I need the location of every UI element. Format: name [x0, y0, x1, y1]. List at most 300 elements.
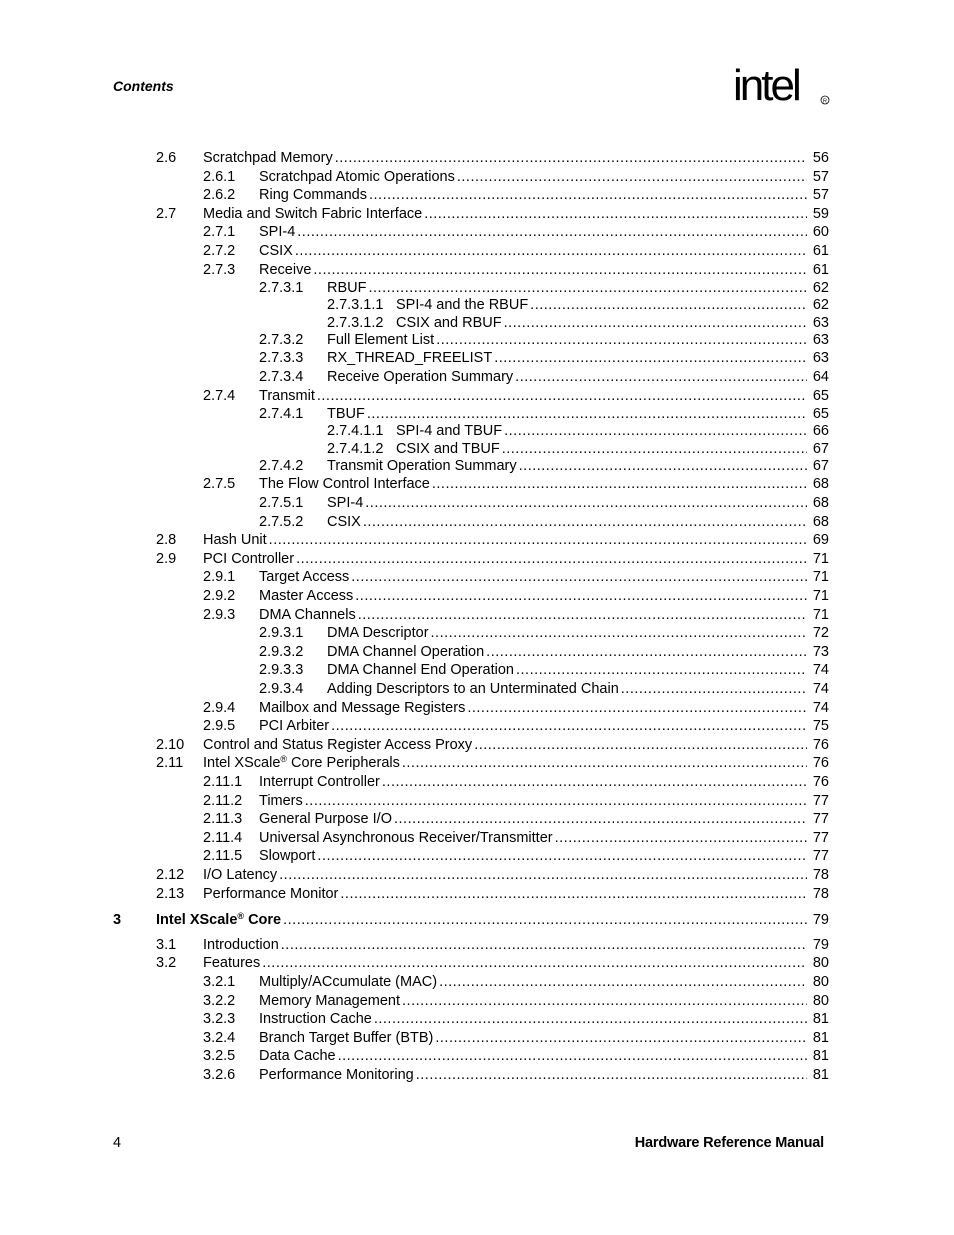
- dot-leader: [402, 754, 807, 773]
- toc-entry-page: 57: [812, 187, 829, 204]
- dot-leader: [368, 279, 807, 298]
- toc-entry-page: 75: [812, 718, 829, 735]
- toc-entry-title-text: Memory Management: [259, 992, 401, 1009]
- toc-entry-number: 2.7.4.2: [259, 457, 304, 474]
- toc-entry-number: 2.7.3.1.1: [327, 297, 384, 314]
- toc-entry-title-text: Introduction: [203, 936, 279, 953]
- toc-entry-page: 68: [812, 495, 829, 511]
- toc-entry-title: [327, 643, 486, 662]
- toc-entry[interactable]: [0, 736, 829, 755]
- toc-entry-title: [259, 568, 351, 587]
- toc-entry-page: 68: [812, 513, 829, 530]
- toc-entry-page: 63: [812, 314, 829, 331]
- toc-entry-title: [203, 149, 335, 168]
- toc-entry-title-text: DMA Channel End Operation: [327, 662, 514, 679]
- registered-trademark-mark: ®: [237, 911, 245, 922]
- toc-entry[interactable]: [0, 331, 829, 350]
- toc-entry-number: 2.7.3.4: [259, 369, 304, 385]
- toc-entry-page: 77: [812, 848, 829, 865]
- toc-entry-page: 80: [812, 974, 829, 990]
- toc-entry-title: [327, 457, 519, 476]
- dot-leader: [621, 680, 807, 699]
- toc-entry-page: 79: [812, 912, 829, 929]
- toc-entry-number: 2.12: [156, 867, 185, 883]
- toc-entry-title-text: Hash Unit: [203, 532, 267, 549]
- dot-leader: [394, 810, 807, 829]
- dot-leader: [530, 296, 807, 315]
- toc-entry-title-text: Receive: [259, 261, 312, 278]
- toc-entry-title-text: Scratchpad Atomic Operations: [259, 168, 455, 185]
- toc-entry-title: [203, 754, 402, 773]
- toc-entry-number: 2.7: [156, 205, 177, 222]
- toc-entry[interactable]: [0, 699, 829, 718]
- toc-entry-page: 80: [812, 992, 829, 1009]
- toc-entry-number: 2.7.1: [203, 224, 236, 241]
- toc-entry-number: 2.7.3.1.2: [327, 314, 384, 331]
- toc-entry-number: 2.7.4: [203, 387, 236, 404]
- registered-mark-letter: R: [823, 98, 827, 105]
- toc-entry-title-text: The Flow Control Interface: [259, 476, 430, 493]
- toc-entry-number: 2.7.5: [203, 476, 236, 493]
- document-title: Hardware Reference Manual: [634, 1135, 824, 1151]
- running-header: Contents: [113, 78, 174, 94]
- toc-entry-page: 69: [812, 532, 829, 549]
- toc-entry-number: 2.11: [156, 755, 184, 772]
- toc-entry-title: [259, 1047, 338, 1066]
- toc-entry-number: 2.6.1: [203, 168, 236, 185]
- toc-entry-title: [203, 736, 474, 755]
- toc-entry-page: 71: [812, 550, 829, 567]
- intel-logo-text: intel: [733, 61, 799, 110]
- toc-entry-page: 71: [812, 606, 829, 623]
- toc-entry[interactable]: [0, 531, 829, 550]
- toc-entry[interactable]: [0, 1066, 829, 1085]
- toc-entry-page: 72: [812, 625, 829, 642]
- toc-entry-page: 71: [812, 569, 829, 586]
- toc-chapter-entry[interactable]: [0, 911, 829, 930]
- toc-entry-title: [396, 440, 502, 459]
- toc-entry[interactable]: [0, 773, 829, 792]
- dot-leader: [474, 736, 807, 755]
- toc-entry-title: [259, 242, 295, 261]
- toc-entry-number: 2.7.5.1: [259, 495, 304, 511]
- toc-entry-page: 76: [812, 736, 829, 753]
- toc-entry-title-text: DMA Descriptor: [327, 625, 429, 642]
- toc-entry-title-text: CSIX: [259, 243, 293, 259]
- toc-entry[interactable]: [0, 205, 829, 224]
- toc-entry[interactable]: [0, 847, 829, 866]
- toc-entry-title-text: Adding Descriptors to an Unterminated Chain: [327, 681, 619, 697]
- dot-leader: [269, 531, 807, 550]
- toc-entry-title-text: Media and Switch Fabric Interface: [203, 205, 423, 222]
- toc-entry-number: 3.2.2: [203, 992, 236, 1009]
- toc-entry-title-text: Performance Monitoring: [259, 1067, 414, 1083]
- dot-leader: [305, 792, 807, 811]
- toc-entry-title: [203, 954, 262, 973]
- toc-entry-title-text: Ring Commands: [259, 187, 367, 204]
- toc-entry-page: 71: [812, 588, 829, 604]
- toc-entry-title: [396, 422, 504, 441]
- dot-leader: [335, 149, 807, 168]
- toc-entry-title-text: CSIX and RBUF: [396, 314, 502, 331]
- toc-entry-number: 2.10: [156, 736, 185, 753]
- toc-entry[interactable]: [0, 513, 829, 532]
- toc-entry[interactable]: [0, 717, 829, 736]
- toc-entry-title-text: Multiply/ACcumulate (MAC): [259, 974, 438, 990]
- toc-entry-page: 62: [812, 297, 829, 314]
- dot-leader: [416, 1066, 807, 1085]
- toc-entry-number: 2.9: [156, 550, 177, 567]
- toc-entry-title-text: CSIX: [327, 513, 361, 530]
- toc-entry[interactable]: [0, 422, 829, 441]
- toc-entry-title: [203, 866, 279, 885]
- toc-entry-title: [259, 186, 369, 205]
- toc-entry-title-suffix: Core: [244, 912, 282, 929]
- registered-trademark-mark: ®: [280, 754, 288, 765]
- toc-entry[interactable]: [0, 242, 829, 261]
- toc-entry-title-text: Branch Target Buffer (BTB): [259, 1029, 434, 1046]
- toc-entry-number: 3.2.3: [203, 1011, 236, 1028]
- toc-entry-page: 60: [812, 224, 829, 241]
- toc-entry-number: 3: [113, 912, 122, 929]
- toc-entry-number: 3.2.4: [203, 1029, 236, 1046]
- toc-entry-title: [327, 405, 367, 424]
- toc-entry-number: 2.7.3.1: [259, 280, 304, 297]
- toc-entry-page: 67: [812, 457, 829, 474]
- toc-entry[interactable]: [0, 661, 829, 680]
- toc-entry-title-text: SPI-4: [327, 495, 364, 511]
- toc-entry-number: 2.6: [156, 150, 177, 166]
- dot-leader: [355, 587, 807, 606]
- toc-entry[interactable]: [0, 954, 829, 973]
- dot-leader: [295, 242, 807, 261]
- dot-leader: [494, 349, 807, 368]
- toc-entry[interactable]: [0, 885, 829, 904]
- toc-entry-page: 65: [812, 406, 829, 423]
- toc-entry-page: 76: [812, 774, 829, 790]
- toc-entry[interactable]: [0, 680, 829, 699]
- toc-entry-title: [203, 885, 340, 904]
- toc-entry-title: [259, 168, 457, 187]
- toc-entry-title: [259, 1029, 435, 1048]
- toc-entry-title: [396, 314, 504, 333]
- toc-entry-title-text: Interrupt Controller: [259, 774, 380, 790]
- toc-entry[interactable]: [0, 1010, 829, 1029]
- toc-entry-title-text: Universal Asynchronous Receiver/Transmitter: [259, 829, 553, 846]
- toc-entry-title: [327, 349, 494, 368]
- toc-entry-title-text: Intel XScale: [156, 912, 238, 929]
- toc-entry[interactable]: [0, 568, 829, 587]
- toc-entry-page: 74: [812, 699, 829, 716]
- dot-leader: [424, 205, 807, 224]
- toc-entry-title: [259, 992, 402, 1011]
- dot-leader: [486, 643, 807, 662]
- dot-leader: [283, 911, 807, 930]
- toc-entry-title: [259, 1066, 416, 1085]
- toc-entry[interactable]: [0, 550, 829, 569]
- toc-entry-number: 2.9.2: [203, 588, 236, 604]
- toc-entry[interactable]: [0, 223, 829, 242]
- toc-entry-number: 2.7.4.1.2: [327, 440, 384, 457]
- toc-entry-page: 63: [812, 350, 829, 367]
- toc-entry-title: [327, 680, 621, 699]
- toc-entry[interactable]: [0, 643, 829, 662]
- toc-entry-title: [259, 223, 297, 242]
- toc-entry[interactable]: [0, 186, 829, 205]
- toc-entry-title: [259, 387, 317, 406]
- toc-entry-title-text: PCI Arbiter: [259, 718, 330, 735]
- toc-entry[interactable]: [0, 624, 829, 643]
- toc-entry[interactable]: [0, 405, 829, 424]
- toc-entry-title-text: Receive Operation Summary: [327, 369, 514, 385]
- dot-leader: [504, 422, 807, 441]
- dot-leader: [431, 624, 807, 643]
- toc-entry-title-text: Full Element List: [327, 331, 435, 348]
- dot-leader: [502, 440, 807, 459]
- dot-leader: [439, 973, 807, 992]
- toc-entry-title-text: Slowport: [259, 848, 316, 865]
- toc-entry-title: [156, 911, 283, 930]
- toc-entry-page: 74: [812, 662, 829, 679]
- dot-leader: [436, 331, 807, 350]
- intel-logo: [733, 58, 833, 118]
- toc-entry-page: 81: [812, 1067, 829, 1083]
- toc-entry-title-text: DMA Channel Operation: [327, 643, 485, 660]
- toc-entry-page: 63: [812, 331, 829, 348]
- toc-entry-page: 79: [812, 936, 829, 953]
- toc-entry-title-text: CSIX and TBUF: [396, 440, 500, 457]
- toc-entry-page: 74: [812, 681, 829, 697]
- dot-leader: [369, 186, 807, 205]
- toc-entry-page: 61: [812, 243, 829, 259]
- toc-entry[interactable]: [0, 606, 829, 625]
- toc-entry-title: [259, 829, 555, 848]
- dot-leader: [457, 168, 807, 187]
- toc-entry-page: 81: [812, 1029, 829, 1046]
- toc-entry-page: 73: [812, 643, 829, 660]
- toc-entry[interactable]: [0, 587, 829, 606]
- toc-entry-page: 77: [812, 792, 829, 809]
- toc-entry-title-text: TBUF: [327, 406, 365, 423]
- toc-entry-title: [203, 550, 296, 569]
- dot-leader: [297, 223, 807, 242]
- toc-entry-title-text: RBUF: [327, 280, 367, 297]
- dot-leader: [358, 606, 807, 625]
- toc-entry-title: [259, 792, 305, 811]
- toc-entry-number: 3.2.1: [203, 974, 236, 990]
- toc-entry-title-text: SPI-4 and TBUF: [396, 423, 503, 440]
- dot-leader: [367, 405, 807, 424]
- toc-entry-title-text: Target Access: [259, 569, 350, 586]
- toc-entry-title: [327, 331, 436, 350]
- toc-entry-title: [259, 847, 317, 866]
- toc-entry-page: 68: [812, 476, 829, 493]
- toc-entry-number: 3.2.5: [203, 1048, 236, 1065]
- toc-entry-number: 2.8: [156, 532, 177, 549]
- dot-leader: [317, 387, 807, 406]
- toc-entry-title: [396, 296, 530, 315]
- toc-entry-title-text: Mailbox and Message Registers: [259, 699, 466, 716]
- toc-entry[interactable]: [0, 440, 829, 459]
- toc-entry-title: [327, 513, 363, 532]
- toc-entry-number: 2.13: [156, 885, 185, 902]
- toc-entry-page: 78: [812, 885, 829, 902]
- toc-entry-title-text: Features: [203, 955, 261, 972]
- dot-leader: [317, 847, 807, 866]
- toc-entry-page: 65: [812, 387, 829, 404]
- dot-leader: [279, 866, 807, 885]
- toc-entry-page: 77: [812, 811, 829, 828]
- toc-entry-number: 2.9.3.2: [259, 643, 304, 660]
- toc-entry-page: 80: [812, 955, 829, 972]
- toc-entry-number: 2.6.2: [203, 187, 236, 204]
- toc-entry-title: [259, 810, 394, 829]
- toc-entry-number: 2.9.5: [203, 718, 236, 735]
- toc-entry[interactable]: [0, 992, 829, 1011]
- dot-leader: [504, 314, 807, 333]
- toc-entry-number: 2.7.4.1.1: [327, 423, 384, 440]
- toc-entry-page: 64: [812, 369, 829, 385]
- toc-entry-page: 76: [812, 755, 829, 772]
- toc-entry-title: [259, 773, 382, 792]
- toc-entry[interactable]: [0, 296, 829, 315]
- dot-leader: [402, 992, 807, 1011]
- toc-entry-title-text: Instruction Cache: [259, 1011, 372, 1028]
- toc-entry[interactable]: [0, 387, 829, 406]
- toc-entry-number: 2.9.3.1: [259, 625, 304, 642]
- toc-entry-number: 3.2.6: [203, 1067, 236, 1083]
- toc-entry-title-text: I/O Latency: [203, 867, 278, 883]
- dot-leader: [338, 1047, 807, 1066]
- toc-entry[interactable]: [0, 1047, 829, 1066]
- toc-entry-page: 81: [812, 1011, 829, 1028]
- toc-entry-title-text: RX_THREAD_FREELIST: [327, 350, 493, 367]
- dot-leader: [382, 773, 807, 792]
- toc-entry-number: 2.7.4.1: [259, 406, 304, 423]
- toc-entry-title-text: Transmit Operation Summary: [327, 457, 517, 474]
- toc-entry-page: 57: [812, 168, 829, 185]
- toc-entry-number: 2.7.3: [203, 261, 236, 278]
- toc-entry[interactable]: [0, 457, 829, 476]
- toc-entry-number: 2.7.3.2: [259, 331, 304, 348]
- dot-leader: [432, 475, 807, 494]
- dot-leader: [435, 1029, 807, 1048]
- toc-entry-number: 2.11.3: [203, 811, 243, 828]
- toc-entry-page: 77: [812, 829, 829, 846]
- toc-entry-title: [259, 606, 358, 625]
- toc-entry[interactable]: [0, 494, 829, 513]
- dot-leader: [313, 261, 807, 280]
- dot-leader: [351, 568, 807, 587]
- toc-entry-number: 2.7.5.2: [259, 513, 304, 530]
- toc-entry-number: 2.9.3.4: [259, 681, 304, 697]
- toc-entry-title: [259, 1010, 374, 1029]
- toc-entry[interactable]: [0, 279, 829, 298]
- toc-entry-page: 78: [812, 867, 829, 883]
- toc-entry-number: 2.11.2: [203, 792, 243, 809]
- toc-entry[interactable]: [0, 810, 829, 829]
- toc-entry[interactable]: [0, 368, 829, 387]
- toc-entry-title-text: Data Cache: [259, 1048, 336, 1065]
- toc-entry-title: [327, 494, 365, 513]
- toc-entry[interactable]: [0, 1029, 829, 1048]
- toc-entry[interactable]: [0, 314, 829, 333]
- dot-leader: [516, 661, 807, 680]
- toc-entry-number: 2.9.4: [203, 699, 236, 716]
- toc-entry-title: [203, 531, 269, 550]
- toc-entry-title: [259, 973, 439, 992]
- toc-entry[interactable]: [0, 149, 829, 168]
- toc-entry-number: 2.9.3.3: [259, 662, 304, 679]
- toc-entry-title-text: Master Access: [259, 588, 354, 604]
- toc-entry[interactable]: [0, 792, 829, 811]
- toc-entry[interactable]: [0, 261, 829, 280]
- toc-entry[interactable]: [0, 829, 829, 848]
- toc-entry-number: 2.7.2: [203, 243, 236, 259]
- toc-entry-number: 3.1: [156, 936, 177, 953]
- toc-entry-title: [327, 624, 431, 643]
- toc-entry[interactable]: [0, 168, 829, 187]
- toc-entry-number: 2.9.3: [203, 606, 236, 623]
- toc-entry-title: [259, 717, 331, 736]
- toc-entry-title-text: SPI-4 and the RBUF: [396, 297, 529, 314]
- toc-entry[interactable]: [0, 475, 829, 494]
- toc-entry-title-text: Intel XScale: [203, 755, 281, 772]
- toc-entry-number: 2.11.1: [203, 774, 243, 790]
- dot-leader: [365, 494, 807, 513]
- toc-entry-page: 81: [812, 1048, 829, 1065]
- toc-entry-title: [259, 587, 355, 606]
- toc-entry-title-text: PCI Controller: [203, 550, 295, 567]
- dot-leader: [340, 885, 807, 904]
- dot-leader: [555, 829, 807, 848]
- toc-entry-title-text: Scratchpad Memory: [203, 150, 333, 166]
- toc-entry-title-text: Performance Monitor: [203, 885, 339, 902]
- toc-entry-title: [327, 661, 516, 680]
- dot-leader: [281, 936, 807, 955]
- toc-entry-number: 2.9.1: [203, 569, 236, 586]
- toc-entry-number: 2.11.4: [203, 829, 243, 846]
- toc-entry-title: [259, 261, 313, 280]
- dot-leader: [296, 550, 807, 569]
- toc-entry[interactable]: [0, 754, 829, 773]
- toc-entry-title-text: Control and Status Register Access Proxy: [203, 736, 473, 753]
- toc-entry[interactable]: [0, 866, 829, 885]
- toc-entry-title-text: SPI-4: [259, 224, 296, 241]
- toc-entry-title-text: DMA Channels: [259, 606, 356, 623]
- toc-entry-title: [259, 699, 467, 718]
- dot-leader: [374, 1010, 807, 1029]
- toc-entry-page: 67: [812, 440, 829, 457]
- dot-leader: [515, 368, 807, 387]
- toc-entry-page: 66: [812, 423, 829, 440]
- toc-entry-title-text: General Purpose I/O: [259, 811, 392, 828]
- toc-entry-number: 2.11.5: [203, 848, 243, 865]
- dot-leader: [331, 717, 807, 736]
- dot-leader: [467, 699, 807, 718]
- toc-entry-title-text: Transmit: [259, 387, 315, 404]
- toc-entry[interactable]: [0, 973, 829, 992]
- toc-entry-title: [203, 936, 281, 955]
- toc-entry-page: 56: [812, 150, 829, 166]
- toc-entry[interactable]: [0, 936, 829, 955]
- toc-entry-title: [203, 205, 424, 224]
- toc-entry-page: 62: [812, 280, 829, 297]
- toc-entry-title: [327, 368, 515, 387]
- toc-entry[interactable]: [0, 349, 829, 368]
- toc-entry-number: 2.7.3.3: [259, 350, 304, 367]
- toc-entry-title: [259, 475, 432, 494]
